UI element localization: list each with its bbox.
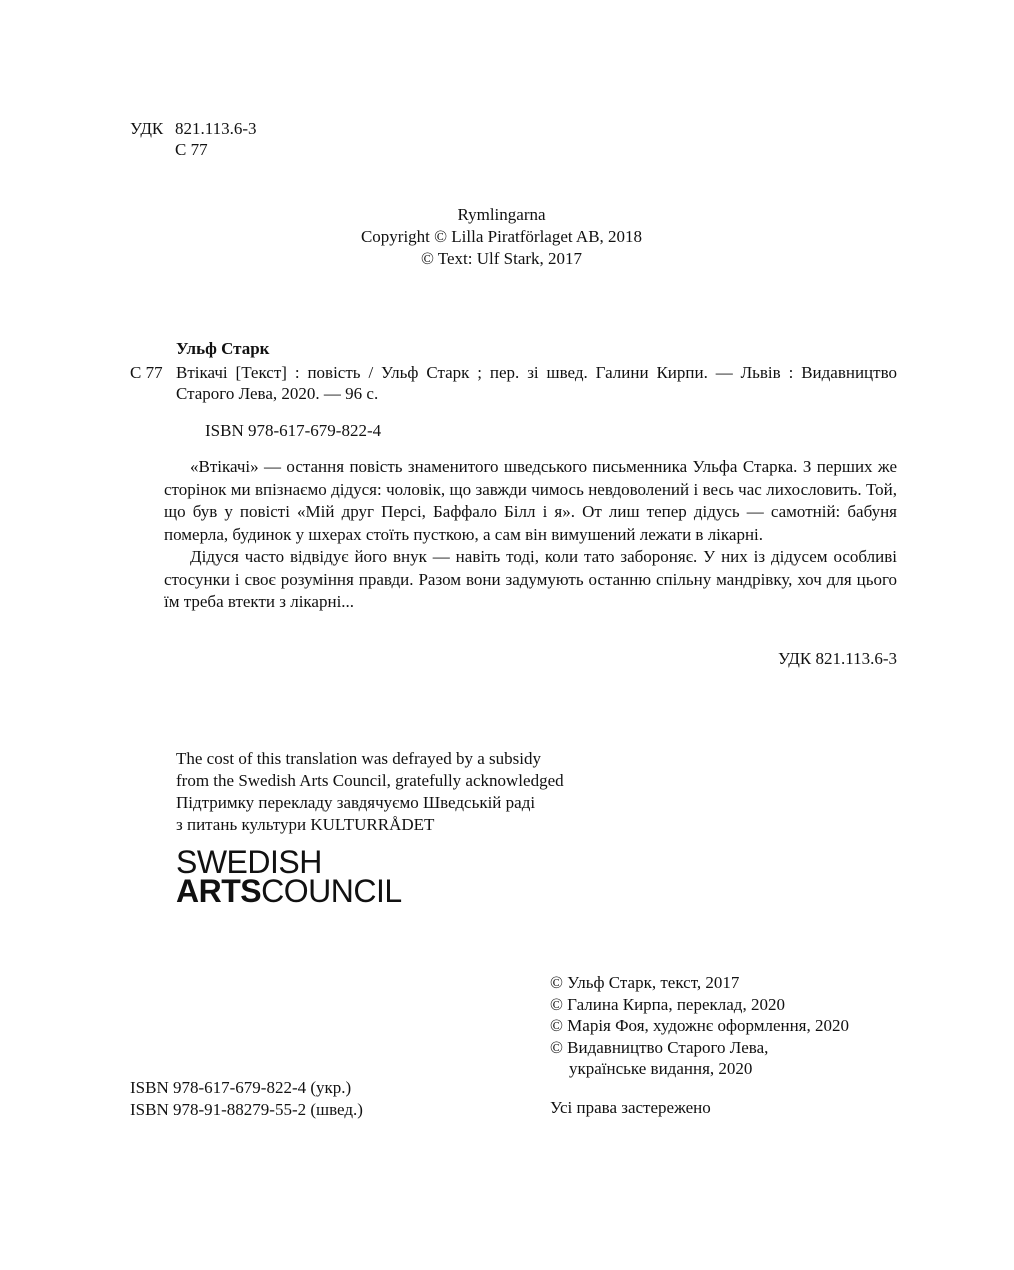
copyright-illustrator: © Марія Фоя, художнє оформлення, 2020 (550, 1016, 850, 1035)
abstract (164, 456, 897, 614)
copyright-publisher: © Видавництво Старого Лева, (550, 1037, 769, 1057)
isbn-block (130, 1077, 363, 1120)
subsidy-line-3: Підтримку перекладу завдячуємо Шведській раді (176, 793, 536, 812)
udk-label: УДК (130, 119, 164, 138)
swedish-arts-council-logo (176, 844, 402, 909)
original-title: Rymlingarna (457, 205, 546, 224)
copyright-translator: © Галина Кирпа, переклад, 2020 (550, 994, 785, 1014)
logo-council: COUNCIL (261, 873, 402, 909)
subsidy-line-4: з питань культури KULTURRÅDET (176, 815, 435, 834)
original-text-copyright: © Text: Ulf Stark, 2017 (420, 249, 583, 268)
copyright-publisher-edition: українське видання, 2020 (569, 1059, 753, 1078)
original-copyright: Copyright © Lilla Piratförlaget AB, 2018 (360, 227, 643, 246)
catalog-entry: Втікачі [Текст] : повість / Ульф Старк ; пер. зі швед. Галини Кирпи. — Львів : Видавництво Старого Лева, 2020. — 96 с. (176, 363, 897, 403)
subsidy-line-1: The cost of this translation was defrayed by a subsidy (176, 749, 541, 768)
logo-arts: ARTS (176, 873, 262, 909)
abstract-udk: УДК 821.113.6-3 (777, 649, 897, 668)
isbn-ukr: ISBN 978-617-679-822-4 (укр.) (130, 1078, 352, 1097)
subsidy-note (176, 748, 564, 836)
catalog-isbn: ISBN 978-617-679-822-4 (205, 421, 382, 440)
rights-reserved: Усі права застережено (550, 1098, 711, 1117)
copyright-block (550, 972, 849, 1080)
author-sign: С 77 (175, 140, 208, 159)
copyright-author: © Ульф Старк, текст, 2017 (550, 973, 740, 992)
udk-block (130, 118, 257, 160)
subsidy-line-2: from the Swedish Arts Council, gratefully acknowledged (176, 771, 564, 790)
catalog-sign: С 77 (130, 363, 163, 382)
isbn-swe: ISBN 978-91-88279-55-2 (швед.) (130, 1099, 363, 1119)
logo-line-1: SWEDISH (176, 844, 322, 880)
catalog-author: Ульф Старк (176, 339, 270, 358)
abstract-paragraph-1: «Втікачі» — остання повість знаменитого шведського письменника Ульфа Старка. З перших же сторінок ми впізнаємо дідуся: чоловік, що завжди чимось невдоволений і весь час лихословить. Той, що був у повісті «Мій друг Персі, Баффало Білл і я». От лиш тепер дідусь — самотній: бабуня померла, будинок у шхерах стоїть пусткою, а сам він вимушений лежати в лікарні. (164, 457, 897, 544)
abstract-paragraph-2: Дідуся часто відвідує його внук — навіть тоді, коли тато забороняє. У них із дідусем особливі стосунки і своє розуміння правди. Разом вони задумують останню спільну мандрівку, хоч для цього їм треба втекти з лікарні... (164, 547, 897, 611)
udk-code: 821.113.6-3 (175, 119, 257, 138)
